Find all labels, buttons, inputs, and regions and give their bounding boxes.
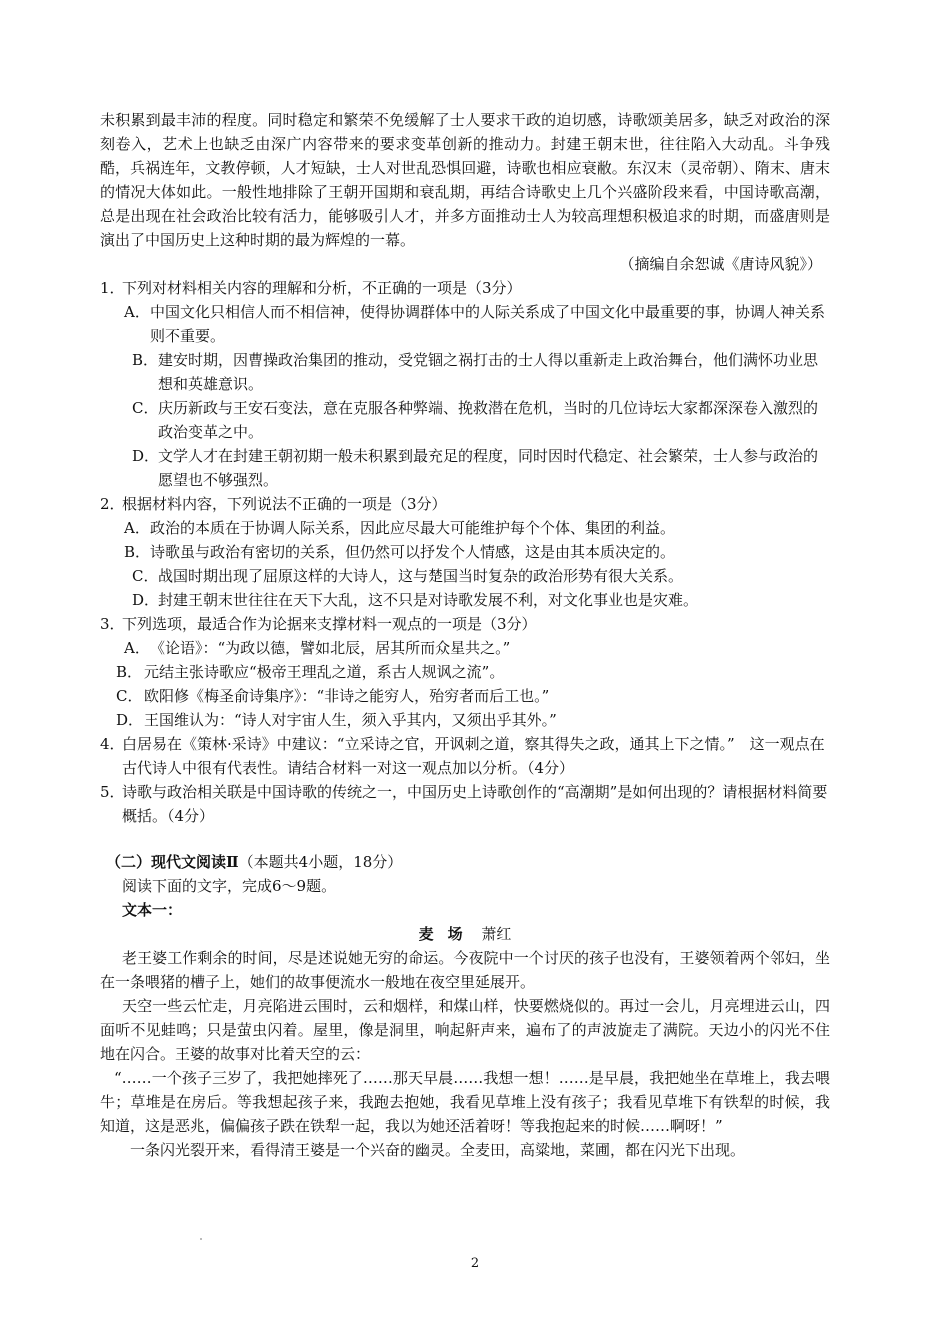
q2-option-a bbox=[100, 516, 830, 540]
section-title-main: （二）现代文阅读Ⅱ bbox=[106, 853, 239, 871]
option-label: C． bbox=[116, 687, 143, 705]
question-number: 5． bbox=[100, 783, 125, 801]
option-label: D． bbox=[132, 591, 160, 609]
option-label: A． bbox=[124, 639, 150, 657]
option-label: C． bbox=[132, 567, 159, 585]
q2-option-c bbox=[100, 564, 830, 588]
question-2 bbox=[100, 492, 830, 516]
story-paragraph: 老王婆工作剩余的时间，尽是述说她无穷的命运。今夜院中一个讨厌的孩子也没有，王婆领着两个邻妇，坐在一条喂猪的槽子上，她们的故事便流水一般地在夜空里延展开。 bbox=[100, 949, 830, 991]
option-text: 战国时期出现了屈原这样的大诗人，这与楚国当时复杂的政治形势有很大关系。 bbox=[158, 567, 684, 585]
article-author: 萧红 bbox=[481, 925, 512, 943]
q1-option-b bbox=[100, 348, 830, 396]
option-text: 元结主张诗歌应“极帝王理乱之道，系古人规讽之流”。 bbox=[144, 663, 505, 681]
q3-option-d bbox=[100, 708, 830, 732]
intro-paragraph: 未积累到最丰沛的程度。同时稳定和繁荣不免缓解了士人要求干政的迫切感，诗歌颂美居多，缺乏对政治的深刻卷入，艺术上也缺乏由深广内容带来的要求变革创新的推动力。封建王朝末世，往往陷入大动乱。斗争残酷，兵祸连年，文教停顿，人才短缺，士人对世乱恐惧回避，诗歌也相应衰敝。东汉末（灵帝朝）、隋末、唐末的情况大体如此。一般性地排除了王朝开国期和衰乱期，再结合诗歌史上几个兴盛阶段来看，中国诗歌高潮，总是出现在社会政治比较有活力，能够吸引人才，并多方面推动士人为较高理想积极追求的时期，而盛唐则是演出了中国历史上这种时期的最为辉煌的一幕。 bbox=[100, 111, 830, 249]
q1-option-c bbox=[100, 396, 830, 444]
option-text: 建安时期，因曹操政治集团的推动，受党锢之祸打击的士人得以重新走上政治舞台，他们满怀功业思想和英雄意识。 bbox=[158, 351, 819, 393]
section-instruction: 阅读下面的文字，完成6～9题。 bbox=[122, 877, 337, 895]
option-text: 中国文化只相信人而不相信神，使得协调群体中的人际关系成了中国文化中最重要的事，协调人神关系则不重要。 bbox=[150, 303, 826, 345]
section-title bbox=[100, 850, 830, 874]
option-label: A． bbox=[124, 519, 150, 537]
q1-option-a bbox=[100, 300, 830, 348]
question-3 bbox=[100, 612, 830, 636]
question-5 bbox=[100, 780, 830, 828]
q3-option-b bbox=[100, 660, 830, 684]
story-paragraph: 天空一些云忙走，月亮陷进云围时，云和烟样，和煤山样，快要燃烧似的。再过一会儿，月亮埋进云山，四面听不见蛙鸣；只是萤虫闪着。屋里，像是洞里，响起鼾声来，遍布了的声波旋走了满院。天边小的闪光不住地在闪合。王婆的故事对比着天空的云： bbox=[100, 997, 830, 1063]
question-text: 白居易在《策林·采诗》中建议：“立采诗之官，开讽刺之道，察其得失之政，通其上下之情。” 这一观点在古代诗人中很有代表性。请结合材料一对这一观点加以分析。（4分） bbox=[122, 735, 825, 777]
option-text: 文学人才在封建王朝初期一般未积累到最充足的程度，同时因时代稳定、社会繁荣，士人参与政治的愿望也不够强烈。 bbox=[158, 447, 819, 489]
q2-option-d bbox=[100, 588, 830, 612]
option-text: 庆历新政与王安石变法，意在克服各种弊端、挽救潜在危机，当时的几位诗坛大家都深深卷入激烈的政治变革之中。 bbox=[158, 399, 819, 441]
question-number: 2． bbox=[100, 495, 125, 513]
question-1 bbox=[100, 276, 830, 300]
q2-option-b bbox=[100, 540, 830, 564]
question-text: 根据材料内容，下列说法不正确的一项是（3分） bbox=[122, 495, 447, 513]
q3-option-a bbox=[100, 636, 830, 660]
question-number: 4． bbox=[100, 735, 125, 753]
option-label: B． bbox=[132, 351, 159, 369]
option-label: C． bbox=[132, 399, 159, 417]
option-label: D． bbox=[132, 447, 160, 465]
article-title: 麦场 bbox=[418, 925, 477, 943]
text-label: 文本一： bbox=[122, 901, 183, 919]
option-label: D． bbox=[116, 711, 144, 729]
option-label: A． bbox=[124, 303, 150, 321]
q3-option-c bbox=[100, 684, 830, 708]
article-heading bbox=[100, 922, 830, 946]
question-text: 下列对材料相关内容的理解和分析，不正确的一项是（3分） bbox=[122, 279, 522, 297]
scan-mark bbox=[200, 1238, 202, 1240]
q1-option-d bbox=[100, 444, 830, 492]
question-text: 诗歌与政治相关联是中国诗歌的传统之一，中国历史上诗歌创作的“高潮期”是如何出现的？请根据材料简要概括。（4分） bbox=[122, 783, 828, 825]
option-text: 欧阳修《梅圣俞诗集序》：“非诗之能穷人，殆穷者而后工也。” bbox=[144, 687, 550, 705]
option-text: 封建王朝末世往往在天下大乱，这不只是对诗歌发展不利，对文化事业也是灾难。 bbox=[158, 591, 699, 609]
option-label: B． bbox=[116, 663, 143, 681]
story-paragraph: 一条闪光裂开来，看得清王婆是一个兴奋的幽灵。全麦田，高粱地，菜圃，都在闪光下出现。 bbox=[130, 1141, 746, 1159]
question-number: 1． bbox=[100, 279, 125, 297]
option-text: 诗歌虽与政治有密切的关系，但仍然可以抒发个人情感，这是由其本质决定的。 bbox=[150, 543, 676, 561]
source-citation: （摘编自余恕诚《唐诗风貌》） bbox=[619, 255, 822, 273]
option-text: 《论语》：“为政以德，譬如北辰，居其所而众星共之。” bbox=[150, 639, 511, 657]
section-gap bbox=[100, 828, 830, 850]
option-text: 政治的本质在于协调人际关系，因此应尽最大可能维护每个个体、集团的利益。 bbox=[150, 519, 676, 537]
option-text: 王国维认为：“诗人对宇宙人生，须入乎其内，又须出乎其外。” bbox=[144, 711, 557, 729]
option-label: B． bbox=[124, 543, 151, 561]
page-number: 2 bbox=[470, 1256, 480, 1271]
question-number: 3． bbox=[100, 615, 125, 633]
question-text: 下列选项，最适合作为论据来支撑材料一观点的一项是（3分） bbox=[122, 615, 537, 633]
page-content bbox=[100, 108, 830, 1162]
question-4 bbox=[100, 732, 830, 780]
story-paragraph: “……一个孩子三岁了，我把她摔死了……那天早晨……我想一想！……是早晨，我把她坐在草堆上，我去喂牛；草堆是在房后。等我想起孩子来，我跑去抱她，我看见草堆上没有孩子；我看见草堆下有铁犁的时候，我知道，这是恶兆，偏偏孩子跌在铁犁一起，我以为她还活着呀！等我抱起来的时候……啊呀！” bbox=[100, 1069, 830, 1135]
section-title-detail: （本题共4小题，18分） bbox=[238, 853, 403, 871]
